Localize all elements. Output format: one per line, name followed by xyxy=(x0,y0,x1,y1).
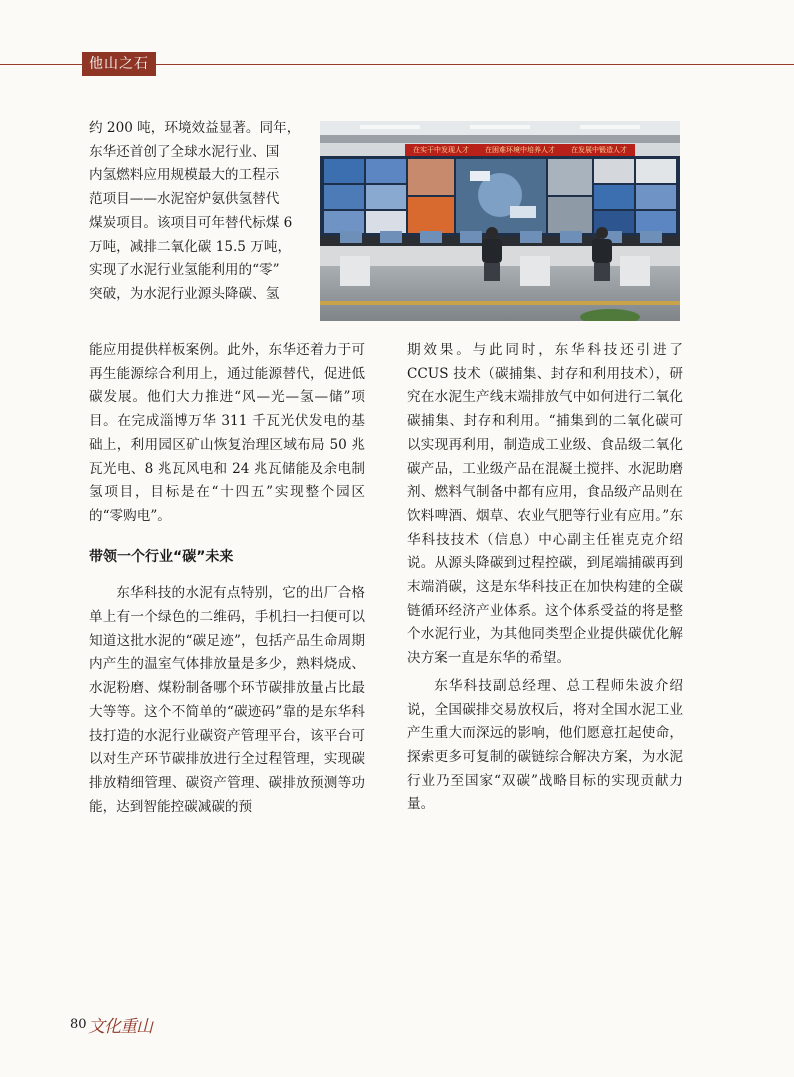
text-line: 约 200 吨，环境效益显著。同年， xyxy=(89,120,301,136)
photo-banner xyxy=(405,144,635,156)
text-line: 实现了水泥行业氢能利用的“零” xyxy=(89,262,280,279)
intro-wrap-text xyxy=(89,117,315,307)
banner-text: 在发展中锻造人才 xyxy=(571,146,627,154)
magazine-name: 文化重山 xyxy=(88,1017,152,1037)
section-tag: 他山之石 xyxy=(82,52,156,76)
page-number: 80 xyxy=(70,1017,87,1032)
subheading: 带领一个行业“碳”未来 xyxy=(89,548,234,565)
control-room-photo xyxy=(320,121,680,321)
text-line: 突破，为水泥行业源头降碳、氢 xyxy=(89,285,280,302)
text-line: 万吨，减排二氧化碳 15.5 万吨， xyxy=(89,238,292,255)
text-line: 煤炭项目。该项目可年替代标煤 6 xyxy=(89,214,293,231)
paragraph: 期效果。与此同时，东华科技还引进了 CCUS 技术（碳捕集、封存和利用技术），研究在水泥生产线末端排放气中如何进行二氧化碳捕集、封存和利用。“捕集到的二氧化碳可以实现再利用，制造成工业级、食品级二氧化碳产品，工业级产品在混凝土搅拌、水泥助磨剂、燃料气制备中都有应用，食品级产品则在饮料啤酒、烟草、农业气肥等行业有应用。”东华科技技术（信息）中心副主任崔克克介绍说。从源头降碳到过程控碳，到尾端捕碳再到末端消碳，这是东华科技正在加快构建的全碳链循环经济产业体系。这个体系受益的将是整个水泥行业，为其他同类型企业提供碳优化解决方案一直是东华的希望。 xyxy=(407,342,683,667)
text-line: 东华还首创了全球水泥行业、国 xyxy=(89,143,280,160)
paragraph: 能应用提供样板案例。此外，东华还着力于可再生能源综合利用上，通过能源替代，促进低碳发展。他们大力推进“风—光—氢—储”项目。在完成淄博万华 311 千瓦光伏发电的基础上，利用园区矿山恢复治理区域布局 50 兆瓦光电、8 兆瓦风电和 24 兆瓦储能及余电制氢项目，目标是在“十四五”实现整个园区的“零购电”。 xyxy=(89,342,365,524)
text-line: 内氢燃料应用规模最大的工程示 xyxy=(89,167,280,184)
left-column xyxy=(89,339,365,819)
paragraph: 东华科技的水泥有点特别，它的出厂合格单上有一个绿色的二维码，手机扫一扫便可以知道这批水泥的“碳足迹”，包括产品生命周期内产生的温室气体排放量是多少，熟料烧成、水泥粉磨、煤粉制备哪个环节碳排放量占比最大等等。这个不简单的“碳迹码”靠的是东华科技打造的水泥行业碳资产管理平台，该平台可以对生产环节碳排放进行全过程管理，实现碳排放精细管理、碳资产管理、碳排放预测等功能，达到智能控碳减碳的预 xyxy=(89,585,365,815)
paragraph: 东华科技副总经理、总工程师朱波介绍说，全国碳排交易放权后，将对全国水泥工业产生重大而深远的影响，他们愿意扛起使命，探索更多可复制的碳链综合解决方案，为水泥行业乃至国家“双碳”战略目标的实现贡献力量。 xyxy=(407,677,683,813)
right-column xyxy=(407,339,683,817)
banner-text: 在困难环境中培养人才 xyxy=(485,146,555,154)
text-line: 范项目——水泥窑炉氨供氢替代 xyxy=(89,191,280,208)
banner-text: 在实干中发现人才 xyxy=(413,146,469,154)
